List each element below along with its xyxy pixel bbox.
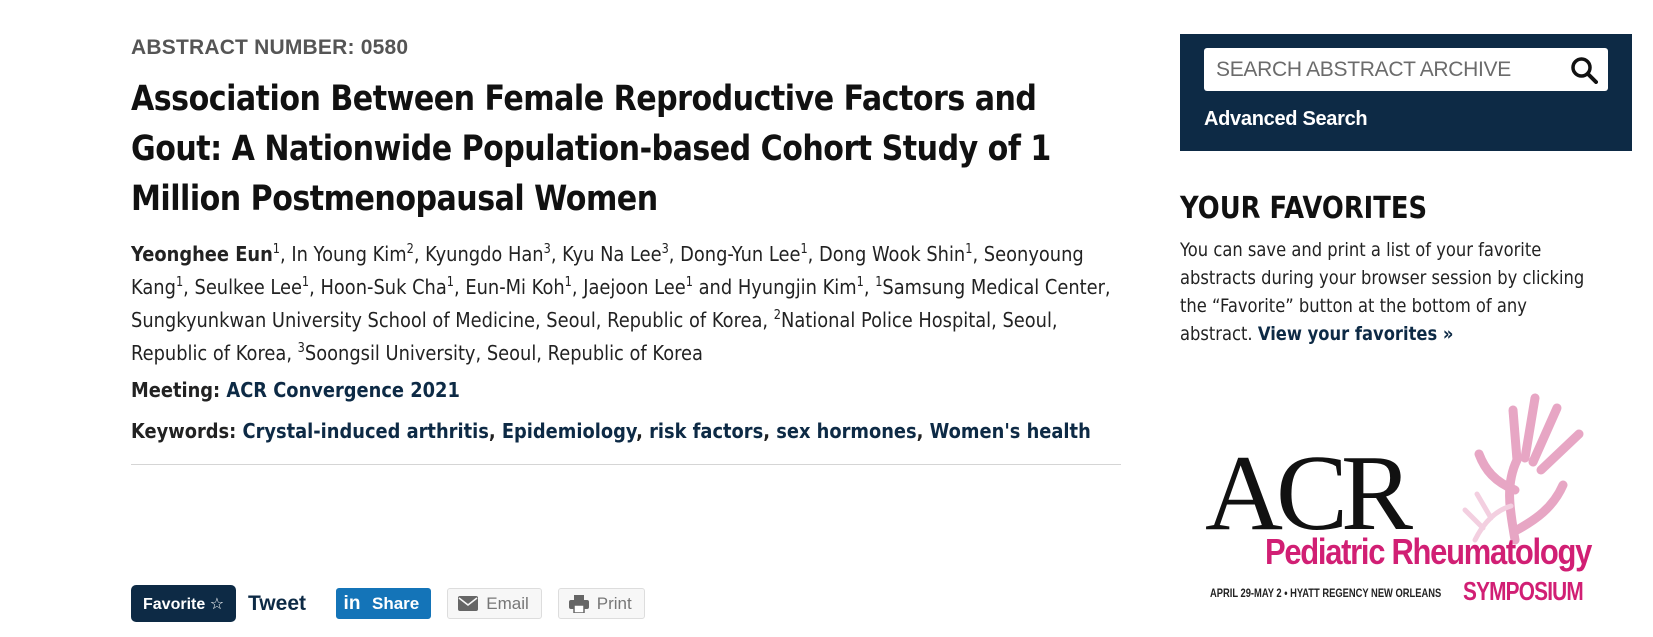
meeting-label: Meeting: <box>131 378 221 402</box>
event-dates: APRIL 29-MAY 2 • HYATT REGENCY NEW ORLEANS <box>1210 586 1442 600</box>
keyword-link[interactable]: sex hormones <box>776 419 917 443</box>
event-name: Pediatric Rheumatology <box>1265 531 1592 572</box>
linkedin-share-button[interactable] <box>336 588 431 619</box>
linkedin-share-label: Share <box>366 590 429 617</box>
search-icon[interactable] <box>1570 56 1598 84</box>
keyword-link[interactable]: Epidemiology <box>501 419 637 443</box>
author: Dong-Yun Lee <box>680 242 801 266</box>
author: In Young Kim <box>291 242 407 266</box>
author: Jaejoon Lee <box>583 275 686 299</box>
meeting-link[interactable]: ACR Convergence 2021 <box>226 378 460 402</box>
author-list: Yeonghee Eun$^1$, In Young Kim$^2$, Kyungdo Han$^3$, Kyu Na Lee$^3$, Dong-Yun Lee$^1$, Dong Wook Shin$^1$, Seonyoung Kang$^1$, Seulkee Lee$^1$, Hoon-Suk Cha$^1$, Eun-Mi Koh$^1$, Jaejoon Lee$^1$ and Hyungjin Kim$^1$, $^1$Samsung Medical Center, Sungkyunkwan University School of Medicine, Seoul, Republic of Korea, $^2$National Police Hospital, Seoul, Republic of Korea, $^3$Soongsil University, Seoul, Republic of Korea <box>131 242 1111 365</box>
search-input[interactable] <box>1216 58 1570 82</box>
email-button[interactable] <box>447 588 542 619</box>
author: Dong Wook Shin <box>819 242 966 266</box>
favorite-button[interactable]: Favorite ☆ <box>131 585 236 622</box>
linkedin-icon: in <box>338 590 366 617</box>
share-toolbar <box>131 585 645 622</box>
advanced-search-link[interactable]: Advanced Search <box>1204 108 1368 130</box>
email-label: Email <box>486 593 529 613</box>
abstract-title: Association Between Female Reproductive Factors and Gout: A Nationwide Population-based Cohort Study of 1 Million Postmenopausal Women <box>131 79 1051 219</box>
keywords-label: Keywords: <box>131 419 237 443</box>
author: Hoon-Suk Cha <box>320 275 447 299</box>
view-favorites-link[interactable]: View your favorites » <box>1257 323 1454 345</box>
abstract-content <box>131 36 1121 465</box>
acr-logo-text: ACR <box>1205 434 1407 553</box>
keywords-line: Keywords: Crystal-induced arthritis, Epidemiology, risk factors, sex hormones, Women's health <box>131 419 1091 443</box>
author: Eun-Mi Koh <box>465 275 565 299</box>
meeting-line <box>131 374 1123 407</box>
affiliation: Samsung Medical Center, Sungkyunkwan University School of Medicine, Seoul, Republic of Korea <box>131 275 1111 332</box>
tweet-button[interactable]: Tweet <box>248 591 306 615</box>
keyword-link[interactable]: Women's health <box>929 419 1091 443</box>
envelope-icon <box>458 596 478 611</box>
sidebar <box>1180 34 1632 348</box>
event-type: SYMPOSIUM <box>1463 576 1583 606</box>
printer-icon <box>569 595 589 613</box>
author: Seonyoung Kang <box>131 242 1084 299</box>
author: Kyu Na Lee <box>562 242 662 266</box>
author: Kyungdo Han <box>425 242 544 266</box>
favorites-heading: YOUR FAVORITES <box>1180 191 1428 226</box>
search-panel <box>1180 34 1632 151</box>
search-field <box>1204 48 1608 91</box>
presenting-author: Yeonghee Eun <box>131 242 273 266</box>
keyword-link[interactable]: risk factors <box>649 419 764 443</box>
symposium-ad[interactable] <box>1205 390 1605 615</box>
author: Hyungjin Kim <box>737 275 857 299</box>
divider <box>131 464 1121 465</box>
abstract-number: ABSTRACT NUMBER: 0580 <box>131 36 409 59</box>
favorites-description: You can save and print a list of your favorite abstracts during your browser session by clicking the “Favorite” button at the bottom of any abstract. View your favorites » <box>1180 239 1585 345</box>
affiliation: Soongsil University, Seoul, Republic of Korea <box>304 341 703 365</box>
print-label: Print <box>596 593 632 613</box>
affiliation: National Police Hospital, Seoul, Republic of Korea <box>131 308 1058 365</box>
keyword-link[interactable]: Crystal-induced arthritis <box>242 419 489 443</box>
print-button[interactable] <box>558 588 645 619</box>
author: Seulkee Lee <box>194 275 302 299</box>
